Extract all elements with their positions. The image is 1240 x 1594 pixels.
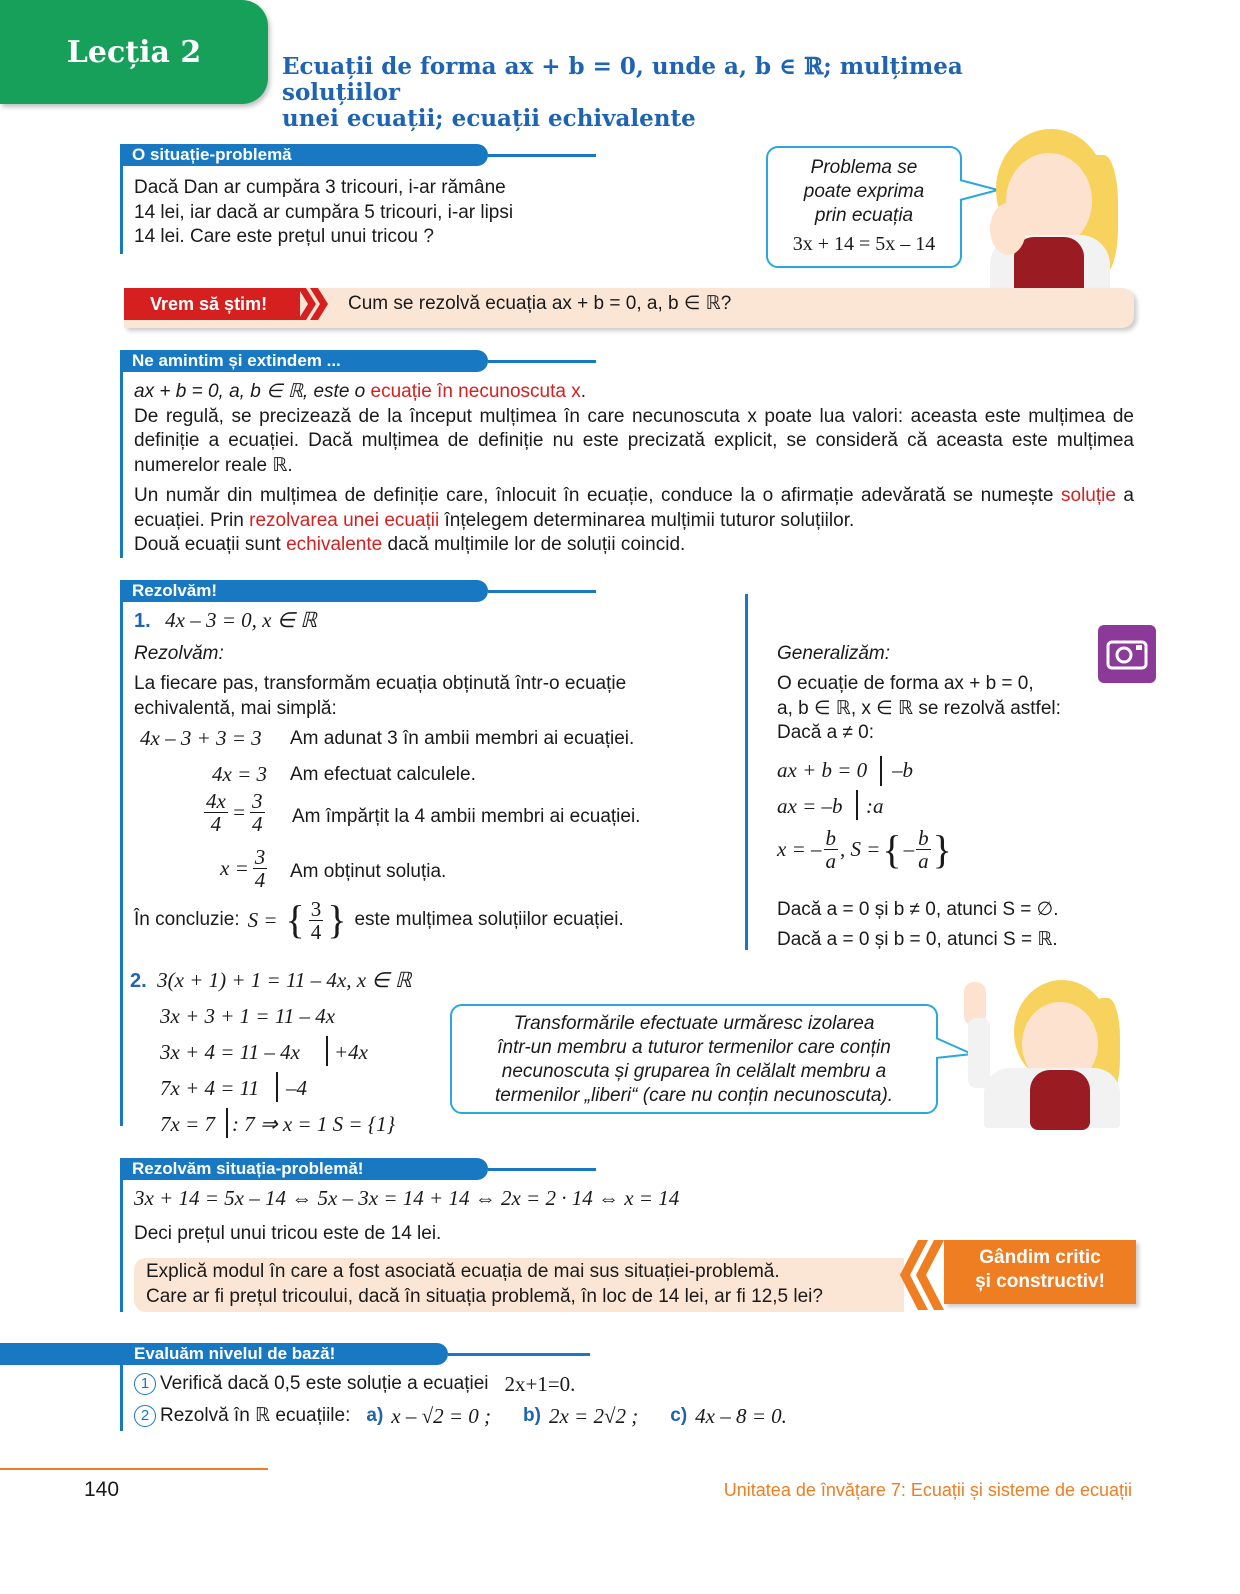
text-line: 14 lei, iar dacă ar cumpăra 5 tricouri, i-ar lipsi <box>134 201 514 223</box>
amintim-p1 <box>134 380 1134 405</box>
chevrons-icon <box>298 288 338 320</box>
text: ax + b = 0, a, b ∈ ℝ, este o <box>134 381 371 402</box>
situatie-conclusion: Deci prețul unui tricou este de 14 lei. <box>134 1223 442 1244</box>
badge-line: Gândim critic <box>979 1247 1101 1268</box>
text-line: O ecuație de forma ax + b = 0, <box>777 673 1034 694</box>
option-label: b) <box>523 1405 541 1426</box>
ex2-step3: 7x + 4 = 11 <box>160 1076 260 1100</box>
conclusion <box>134 898 624 943</box>
footer-line <box>0 1468 268 1470</box>
text: dacă mulțimile lor de soluții coincid. <box>382 534 686 555</box>
evaluam-item2 <box>134 1404 787 1429</box>
unit-title: Unitatea de învățare 7: Ecuații și sisteme de ecuații <box>723 1480 1132 1500</box>
situatie-rez-heading: Rezolvăm situația-problemă! <box>120 1158 488 1180</box>
amintim-heading: Ne amintim și extindem ... <box>120 350 488 372</box>
number-badge: 2 <box>134 1405 156 1427</box>
ex2-op3: –4 <box>286 1076 307 1100</box>
step3-text: Am împărțit la 4 ambii membri ai ecuației. <box>292 806 641 827</box>
fraction <box>824 827 839 872</box>
step1-eq: 4x – 3 + 3 = 3 <box>140 726 262 750</box>
option-equation: 4x – 8 = 0. <box>695 1404 787 1428</box>
text-line: 14 lei. Care este prețul unui tricou ? <box>134 226 434 247</box>
section-bar <box>120 166 123 254</box>
option-equation: x – √2 = 0 ; <box>391 1404 492 1428</box>
situatie-heading: O situație-problemă <box>120 144 488 166</box>
section-bar <box>120 372 123 558</box>
badge-line: și constructiv! <box>975 1271 1105 1292</box>
lesson-label: Lecția 2 <box>66 34 202 70</box>
amintim-p3 <box>134 484 1134 533</box>
text: În concluzie: <box>134 909 240 931</box>
ex2-line <box>130 968 411 993</box>
text: . <box>580 381 586 402</box>
numerator: 3 <box>252 789 263 813</box>
evaluam-heading: Evaluăm nivelul de bază! <box>0 1343 448 1365</box>
step3-eq <box>204 790 265 835</box>
numerator: b <box>918 826 929 850</box>
section-bar <box>120 1180 123 1312</box>
situatie-equation: 3x + 14 = 5x – 14 ⇔ 5x – 3x = 14 + 14 ⇔ 2x = 2 · 14 ⇔ x = 14 <box>134 1186 680 1210</box>
numerator: 4x <box>206 789 226 813</box>
item-text: Verifică dacă 0,5 este soluție a ecuației <box>160 1373 489 1394</box>
amintim-text <box>134 380 1134 558</box>
bubble-line: poate exprima <box>803 181 925 202</box>
vrem-question: Cum se rezolvă ecuația ax + b = 0, a, b ∈ ℝ? <box>348 293 732 314</box>
rezolvam-intro <box>134 672 626 721</box>
ex1-equation: 4x – 3 = 0, x ∈ ℝ <box>165 608 317 632</box>
step1-text: Am adunat 3 în ambii membri ai ecuației. <box>290 728 635 749</box>
bubble-line: Problema se <box>810 157 918 178</box>
denominator: 4 <box>210 812 222 836</box>
ex1-line <box>134 608 317 633</box>
option-label: a) <box>366 1405 384 1426</box>
denominator: 4 <box>310 920 322 944</box>
bubble-line: necunoscuta și gruparea în celălalt membru a <box>501 1061 887 1082</box>
title-line-1: Ecuații de forma ax + b = 0, unde a, b ∈ ℝ; mulțimea soluțiilor <box>282 53 963 106</box>
option-label: c) <box>670 1405 688 1426</box>
denominator: 4 <box>254 868 266 892</box>
vrem-label: Vrem să știm! <box>124 288 300 320</box>
denominator: a <box>918 849 929 873</box>
title-line-2: unei ecuații; ecuații echivalente <box>282 105 696 132</box>
numerator: 3 <box>254 845 266 869</box>
x-equals: x = <box>220 856 249 880</box>
bubble-line: într-un membru a tuturor termenilor care conțin <box>497 1037 891 1058</box>
text: Un număr din mulțimea de definiție care, înlocuit în ecuație, conduce la o afirmație adevărată se numește <box>134 485 1061 506</box>
amintim-p4 <box>134 533 1134 558</box>
critic-questions <box>134 1258 904 1312</box>
text: înțelegem determinarea mulțimii tuturor soluțiilor. <box>439 509 855 531</box>
speech-bubble <box>766 146 962 268</box>
gen-op2: :a <box>866 794 884 818</box>
fraction <box>916 827 931 872</box>
set-S: S = <box>247 908 278 933</box>
bar <box>856 790 858 820</box>
text-line: La fiecare pas, transformăm ecuația obținută într-o ecuație <box>134 673 627 694</box>
text: este mulțimea soluțiilor ecuației. <box>354 909 624 931</box>
lesson-tab <box>0 0 268 104</box>
section-bar <box>120 602 123 1126</box>
gen-op1: –b <box>892 758 913 782</box>
brace: { <box>285 897 305 943</box>
column-divider <box>745 594 748 950</box>
step4-eq <box>220 846 267 891</box>
red-term: soluție <box>1061 485 1116 506</box>
amintim-p2: De regulă, se precizează de la început mulțimea în care necunoscuta x poate lua valori: aceasta este mulțimea de definiție a ecuației. Dacă mulțimea de definiție nu este precizată explicit, se consideră că aceasta este mulțimea numerelor reale ℝ. <box>134 405 1134 476</box>
bubble-equation: 3x + 14 = 5x – 14 <box>792 233 936 255</box>
bubble-line: prin ecuația <box>814 205 914 226</box>
step4-text: Am obținut soluția. <box>290 861 447 882</box>
ex2-step1: 3x + 3 + 1 = 11 – 4x <box>160 1004 336 1028</box>
option-equation: 2x = 2√2 ; <box>548 1404 639 1428</box>
ex1-number: 1. <box>134 610 151 632</box>
bar <box>226 1108 228 1138</box>
chevrons-left-icon <box>896 1240 946 1310</box>
equals: = <box>231 800 246 824</box>
fraction <box>250 790 265 835</box>
step2-text: Am efectuat calculele. <box>290 764 476 785</box>
gen-solution <box>777 826 952 873</box>
set-S: , S = <box>840 837 881 861</box>
gen-eq1: ax + b = 0 <box>777 758 868 782</box>
camera-glyph <box>1098 625 1156 683</box>
generalizam-label: Generalizăm: <box>777 643 890 664</box>
minus: – <box>903 837 915 861</box>
x-equals: x = – <box>777 837 822 861</box>
bubble-line: termenilor „liberi“ (care nu conțin necunoscuta). <box>494 1085 894 1106</box>
generalizam-text <box>777 672 1061 746</box>
question: Care ar fi prețul tricoului, dacă în situația problemă, în loc de 14 lei, ar fi 12,5 lei? <box>146 1285 823 1307</box>
step2-eq: 4x = 3 <box>212 762 267 786</box>
denominator: a <box>825 849 836 873</box>
ex2-op2: +4x <box>334 1040 368 1064</box>
red-term: rezolvarea unei ecuații <box>249 509 440 531</box>
bar <box>880 756 882 786</box>
divider <box>488 1168 596 1171</box>
girl-pointing-illustration <box>960 978 1130 1133</box>
brace: } <box>327 897 347 943</box>
number-badge: 1 <box>134 1373 156 1395</box>
text: a ecuației. Prin <box>134 485 1134 531</box>
text-line: Dacă Dan ar cumpăra 3 tricouri, i-ar rămâne <box>134 177 506 198</box>
girl-illustration <box>970 125 1130 310</box>
divider <box>448 1353 590 1356</box>
bar <box>326 1036 328 1066</box>
divider <box>488 590 596 593</box>
question: Explică modul în care a fost asociată ecuația de mai sus situației-problemă. <box>146 1261 780 1282</box>
ex2-number: 2. <box>130 970 147 992</box>
text-line: a, b ∈ ℝ, x ∈ ℝ se rezolvă astfel: <box>777 697 1061 719</box>
lesson-title <box>282 54 1042 132</box>
text: Două ecuații sunt <box>134 534 287 555</box>
bubble-line: Transformările efectuate urmăresc izolarea <box>513 1013 875 1034</box>
bar <box>276 1072 278 1102</box>
item-text: Rezolvă în ℝ ecuațiile: <box>160 1405 351 1426</box>
red-term: echivalente <box>286 534 383 555</box>
situatie-text <box>134 176 734 250</box>
text-line: echivalentă, mai simplă: <box>134 697 337 719</box>
numerator: 3 <box>310 897 322 921</box>
ex2-result: : 7 ⇒ x = 1 S = {1} <box>232 1112 396 1136</box>
critic-badge <box>944 1240 1136 1304</box>
section-bar <box>120 1365 123 1431</box>
brace: { <box>882 827 902 872</box>
fraction <box>309 898 324 943</box>
divider <box>488 154 596 157</box>
denominator: 4 <box>252 812 263 836</box>
fraction <box>204 790 228 835</box>
ex2-equation: 3(x + 1) + 1 = 11 – 4x, x ∈ ℝ <box>157 968 412 992</box>
brace: } <box>932 827 952 872</box>
text-line: Dacă a ≠ 0: <box>777 722 875 743</box>
gen-eq2: ax = –b <box>777 794 843 818</box>
divider <box>488 360 596 363</box>
evaluam-item1 <box>134 1372 575 1397</box>
camera-icon[interactable] <box>1098 625 1156 683</box>
item-equation: 2x+1=0. <box>504 1372 576 1396</box>
numerator: b <box>825 826 836 850</box>
ex2-step4: 7x = 7 <box>160 1112 215 1136</box>
page-number: 140 <box>84 1478 120 1501</box>
ex2-step2: 3x + 4 = 11 – 4x <box>160 1040 300 1064</box>
gen-case3: Dacă a = 0 și b = 0, atunci S = ℝ. <box>777 929 1058 950</box>
speech-bubble-2 <box>450 1004 938 1114</box>
fraction <box>253 846 268 891</box>
gen-case2: Dacă a = 0 și b ≠ 0, atunci S = ∅. <box>777 899 1059 920</box>
red-term: ecuație în necunoscuta x <box>370 381 581 402</box>
rezolvam-label: Rezolvăm: <box>134 643 224 664</box>
rezolvam-heading: Rezolvăm! <box>120 580 488 602</box>
